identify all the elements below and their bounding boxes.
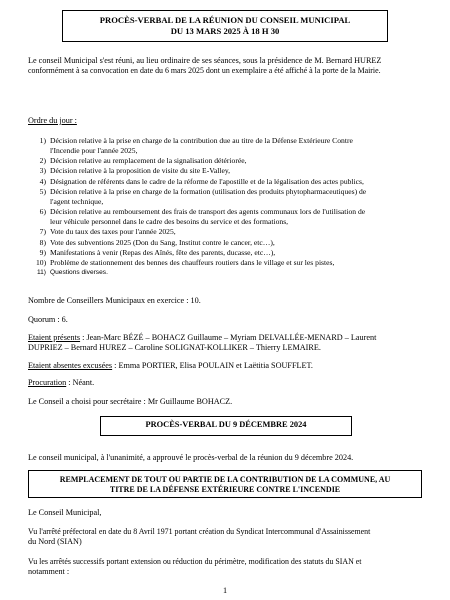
agenda-item-text: Problème de stationnement des bennes des chauffeurs routiers dans le village et sur les pistes, [50,257,335,267]
agenda-item-number: 4) [39,176,46,186]
agenda-item [36,258,366,268]
body-vu2-line2: notamment : [28,567,70,576]
presents-names-1: : Jean-Marc BÉZÉ – BOHACZ Guillaume – Myriam DELVALLÉE-MENARD – Laurent [80,333,377,342]
agenda-item-text: Manifestations à venir (Repas des Aînés, fête des parents, ducasse, etc…), [50,247,276,257]
agenda-item-number: 11) [36,269,46,277]
section-box [28,470,422,498]
agenda-item-text: Décision relative à la prise en charge de la formation (utilisation des produits phytopharmaceutiques) de [50,186,367,196]
agenda-item-text: Désignation de référents dans le cadre de la réforme de l'apostille et de la légalisation des actes publics, [50,176,364,186]
agenda-item-number: 5) [39,186,46,196]
presents-label: Etaient présents [28,333,81,342]
quorum: Quorum : 6. [28,315,68,324]
agenda-item [36,207,366,217]
header-box [62,10,388,42]
page-number: 1 [222,586,228,595]
procuration-label: Procuration [28,378,67,387]
agenda-item-text: Vote des subventions 2025 (Don du Sang, Institut contre le cancer, etc…), [50,237,275,247]
header-title-line1: PROCÈS-VERBAL DE LA RÉUNION DU CONSEIL MUNICIPAL [99,15,351,25]
presents-line1 [28,333,376,343]
agenda-item-number: 7) [39,227,46,237]
agenda-item-number: 2) [39,156,46,166]
secretaire-line: Le Conseil a choisi pour secrétaire : Mr Guillaume BOHACZ. [28,397,233,406]
pv-box-title: PROCÈS-VERBAL DU 9 DÉCEMBRE 2024 [145,420,307,429]
agenda-item-number: 10) [36,257,47,267]
body-vu2-line1: Vu les arrêtés successifs portant extension ou réduction du périmètre, modification des statuts du SIAN et [28,557,362,566]
agenda-item [36,268,366,278]
absents-label: Etaient absentes excusées [28,361,113,370]
agenda-title: Ordre du jour : [28,116,77,125]
section-title-line2: TITRE DE LA DÉFENSE EXTÉRIEURE CONTRE L'INCENDIE [109,485,341,494]
header-title-line2: DU 13 MARS 2025 À 18 H 30 [170,26,280,36]
agenda-item-text: Décision relative au remplacement de la signalisation détériorée, [50,156,247,166]
approval-line: Le conseil municipal, à l'unanimité, a approuvé le procès-verbal de la réunion du 9 décembre 2024. [28,453,354,462]
procuration-line [28,378,94,388]
agenda-item-continuation: l'Incendie pour l'année 2025, [50,146,138,156]
agenda-item-number: 3) [39,166,46,176]
agenda-item-number: 9) [39,247,46,257]
agenda-item [36,248,366,258]
conseillers-exercice: Nombre de Conseillers Municipaux en exercice : 10. [28,296,201,305]
body-vu1-line1: Vu l'arrêté préfectoral en date du 8 Avril 1971 portant création du Syndicat Intercommunal d'Assainissement [28,527,371,536]
agenda-item-text: Vote du taux des taxes pour l'année 2025, [50,227,176,237]
intro-line1: Le conseil Municipal s'est réuni, au lieu ordinaire de ses séances, sous la présidence de M. Bernard HUREZ [28,56,382,65]
agenda-item [36,166,366,176]
agenda-item [36,238,366,248]
agenda-list [36,136,366,278]
intro-line2: conformément à sa convocation en date du 6 mars 2025 dont un exemplaire a été affiché à la porte de la Mairie. [28,66,381,75]
section-title-line1: REMPLACEMENT DE TOUT OU PARTIE DE LA CONTRIBUTION DE LA COMMUNE, AU [59,475,391,484]
agenda-item-number: 1) [39,136,46,145]
procuration-value: : Néant. [66,378,95,387]
absents-names: : Emma PORTIER, Elisa POULAIN et Laëtitia SOUFFLET. [112,361,313,370]
agenda-item [36,227,366,237]
pv-box [100,416,352,436]
absents-line [28,361,313,371]
agenda-item [36,177,366,187]
agenda-item [36,136,366,146]
agenda-item [36,187,366,197]
agenda-item [36,156,366,166]
agenda-item-text: Décision relative au remboursement des frais de transport des agents communaux lors de l'utilisation de [50,207,366,217]
presents-line2: DUPRIEZ – Bernard HUREZ – Caroline SOLIGNAT-KOLLIKER – Thierry LEMAIRE. [28,343,321,352]
body-vu1-line2: du Nord (SIAN) [28,537,82,546]
agenda-item-continuation: l'agent technique, [50,196,104,206]
agenda-item-number: 8) [39,237,46,247]
agenda-item-text: Questions diverses. [50,269,108,277]
agenda-item-continuation: leur véhicule personnel dans le cadre des besoins du service et des formations, [50,217,289,227]
agenda-item-text: Décision relative à la proposition de visite du site E-Valley, [50,166,231,176]
body-conseil: Le Conseil Municipal, [28,508,102,517]
agenda-item-number: 6) [39,207,46,217]
agenda-item-text: Décision relative à la prise en charge de la contribution due au titre de la Défense Extérieure Contre [50,136,353,145]
